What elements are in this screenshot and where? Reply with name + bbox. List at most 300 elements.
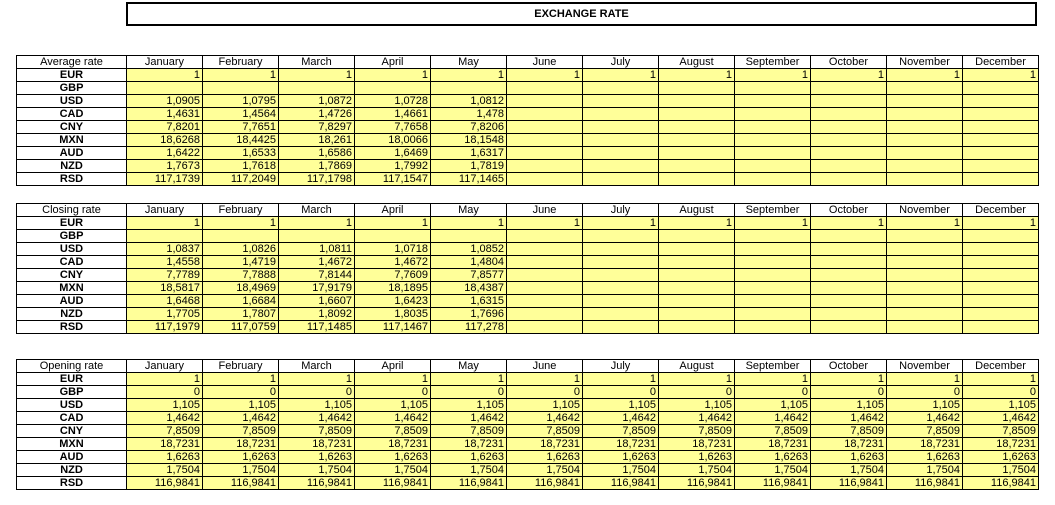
rate-cell[interactable]: 1,7504 [127,464,203,477]
rate-cell[interactable] [887,134,963,147]
rate-cell[interactable]: 1,6423 [355,295,431,308]
rate-cell[interactable]: 7,7888 [203,269,279,282]
rate-cell[interactable] [887,95,963,108]
rate-cell[interactable] [507,269,583,282]
rate-cell[interactable] [507,295,583,308]
rate-cell[interactable] [811,121,887,134]
rate-cell[interactable]: 1 [963,69,1039,82]
rate-cell[interactable]: 7,7658 [355,121,431,134]
rate-cell[interactable] [811,295,887,308]
rate-cell[interactable] [583,121,659,134]
rate-cell[interactable]: 18,4425 [203,134,279,147]
rate-cell[interactable]: 1,6607 [279,295,355,308]
rate-cell[interactable]: 1,105 [735,399,811,412]
rate-cell[interactable] [583,147,659,160]
rate-cell[interactable] [811,269,887,282]
rate-cell[interactable]: 7,8297 [279,121,355,134]
rate-cell[interactable] [583,95,659,108]
rate-cell[interactable]: 18,7231 [507,438,583,451]
rate-cell[interactable]: 18,7231 [735,438,811,451]
rate-cell[interactable]: 0 [963,386,1039,399]
rate-cell[interactable] [735,134,811,147]
rate-cell[interactable]: 1 [355,217,431,230]
rate-cell[interactable] [583,243,659,256]
rate-cell[interactable]: 18,6268 [127,134,203,147]
rate-cell[interactable]: 1,6469 [355,147,431,160]
rate-cell[interactable]: 1,7504 [963,464,1039,477]
rate-cell[interactable]: 7,8577 [431,269,507,282]
rate-cell[interactable]: 1 [279,373,355,386]
rate-cell[interactable]: 1 [811,217,887,230]
rate-cell[interactable]: 0 [507,386,583,399]
rate-cell[interactable]: 1,0811 [279,243,355,256]
rate-cell[interactable] [583,108,659,121]
rate-cell[interactable] [659,243,735,256]
rate-cell[interactable]: 7,8201 [127,121,203,134]
rate-cell[interactable]: 0 [355,386,431,399]
rate-cell[interactable]: 1,0728 [355,95,431,108]
rate-cell[interactable]: 1,105 [963,399,1039,412]
rate-cell[interactable]: 1 [203,217,279,230]
rate-cell[interactable]: 18,7231 [279,438,355,451]
rate-cell[interactable]: 7,8509 [203,425,279,438]
rate-cell[interactable] [659,269,735,282]
rate-cell[interactable]: 1,8035 [355,308,431,321]
rate-cell[interactable] [659,160,735,173]
rate-cell[interactable]: 1,6263 [507,451,583,464]
rate-cell[interactable]: 116,9841 [279,477,355,490]
rate-cell[interactable] [811,134,887,147]
rate-cell[interactable] [887,160,963,173]
rate-cell[interactable]: 1 [963,373,1039,386]
rate-cell[interactable]: 1,6468 [127,295,203,308]
rate-cell[interactable]: 1 [203,373,279,386]
rate-cell[interactable] [659,256,735,269]
rate-cell[interactable] [659,230,735,243]
rate-cell[interactable] [583,160,659,173]
rate-cell[interactable] [963,282,1039,295]
rate-cell[interactable] [127,230,203,243]
rate-cell[interactable] [963,256,1039,269]
rate-cell[interactable] [659,173,735,186]
rate-cell[interactable]: 1,7673 [127,160,203,173]
rate-cell[interactable]: 1,4642 [507,412,583,425]
rate-cell[interactable]: 1,0718 [355,243,431,256]
rate-cell[interactable]: 18,4387 [431,282,507,295]
rate-cell[interactable] [887,108,963,121]
rate-cell[interactable]: 1,105 [127,399,203,412]
rate-cell[interactable]: 1,105 [355,399,431,412]
rate-cell[interactable] [507,282,583,295]
rate-cell[interactable]: 1 [127,69,203,82]
rate-cell[interactable] [963,295,1039,308]
rate-cell[interactable] [963,230,1039,243]
rate-cell[interactable]: 117,1798 [279,173,355,186]
rate-cell[interactable] [355,82,431,95]
rate-cell[interactable]: 18,7231 [203,438,279,451]
rate-cell[interactable]: 1,6263 [887,451,963,464]
rate-cell[interactable]: 1,0826 [203,243,279,256]
rate-cell[interactable]: 117,1739 [127,173,203,186]
rate-cell[interactable]: 116,9841 [431,477,507,490]
rate-cell[interactable] [887,321,963,334]
rate-cell[interactable]: 1 [583,217,659,230]
rate-cell[interactable]: 18,1548 [431,134,507,147]
rate-cell[interactable]: 116,9841 [735,477,811,490]
rate-cell[interactable]: 1,6533 [203,147,279,160]
rate-cell[interactable]: 1,6263 [963,451,1039,464]
rate-cell[interactable]: 1,105 [203,399,279,412]
rate-cell[interactable] [507,121,583,134]
rate-cell[interactable] [735,282,811,295]
rate-cell[interactable] [887,82,963,95]
rate-cell[interactable]: 1,6315 [431,295,507,308]
rate-cell[interactable]: 1,4642 [963,412,1039,425]
rate-cell[interactable]: 1,6263 [811,451,887,464]
rate-cell[interactable] [735,295,811,308]
rate-cell[interactable] [507,108,583,121]
rate-cell[interactable]: 1 [659,373,735,386]
rate-cell[interactable]: 1 [279,217,355,230]
rate-cell[interactable]: 0 [279,386,355,399]
rate-cell[interactable] [963,243,1039,256]
rate-cell[interactable] [355,230,431,243]
rate-cell[interactable]: 1 [507,217,583,230]
rate-cell[interactable]: 1 [887,373,963,386]
rate-cell[interactable] [507,95,583,108]
rate-cell[interactable]: 1,4672 [355,256,431,269]
rate-cell[interactable]: 1,7504 [431,464,507,477]
rate-cell[interactable]: 1,6263 [279,451,355,464]
rate-cell[interactable] [431,230,507,243]
rate-cell[interactable] [507,82,583,95]
rate-cell[interactable] [963,308,1039,321]
rate-cell[interactable]: 1 [659,217,735,230]
rate-cell[interactable] [583,256,659,269]
rate-cell[interactable]: 1,6586 [279,147,355,160]
rate-cell[interactable]: 1 [963,217,1039,230]
rate-cell[interactable] [735,321,811,334]
rate-cell[interactable] [811,308,887,321]
rate-cell[interactable]: 1 [811,69,887,82]
rate-cell[interactable]: 0 [887,386,963,399]
rate-cell[interactable]: 1,4642 [887,412,963,425]
rate-cell[interactable]: 116,9841 [659,477,735,490]
rate-cell[interactable]: 116,9841 [887,477,963,490]
rate-cell[interactable]: 1 [431,373,507,386]
rate-cell[interactable]: 1,4804 [431,256,507,269]
rate-cell[interactable]: 1,6422 [127,147,203,160]
rate-cell[interactable]: 1 [735,69,811,82]
rate-cell[interactable]: 1 [507,373,583,386]
rate-cell[interactable]: 7,8509 [963,425,1039,438]
rate-cell[interactable]: 0 [203,386,279,399]
rate-cell[interactable]: 1,0812 [431,95,507,108]
rate-cell[interactable]: 1,4642 [127,412,203,425]
rate-cell[interactable]: 1,8092 [279,308,355,321]
rate-cell[interactable] [887,121,963,134]
rate-cell[interactable]: 117,278 [431,321,507,334]
rate-cell[interactable]: 1 [355,373,431,386]
rate-cell[interactable] [963,173,1039,186]
rate-cell[interactable] [811,82,887,95]
rate-cell[interactable]: 1,4642 [279,412,355,425]
rate-cell[interactable]: 1,0872 [279,95,355,108]
rate-cell[interactable] [887,243,963,256]
rate-cell[interactable] [659,282,735,295]
rate-cell[interactable]: 1 [583,69,659,82]
rate-cell[interactable] [127,82,203,95]
rate-cell[interactable] [583,321,659,334]
rate-cell[interactable]: 1,7504 [279,464,355,477]
rate-cell[interactable]: 1,105 [811,399,887,412]
rate-cell[interactable]: 1,0852 [431,243,507,256]
rate-cell[interactable]: 1,4719 [203,256,279,269]
rate-cell[interactable]: 18,7231 [811,438,887,451]
rate-cell[interactable]: 1,6263 [735,451,811,464]
rate-cell[interactable]: 1,105 [659,399,735,412]
rate-cell[interactable]: 1 [583,373,659,386]
rate-cell[interactable]: 7,7651 [203,121,279,134]
rate-cell[interactable]: 1 [887,217,963,230]
rate-cell[interactable]: 116,9841 [507,477,583,490]
rate-cell[interactable]: 18,7231 [431,438,507,451]
rate-cell[interactable]: 18,5817 [127,282,203,295]
rate-cell[interactable]: 1 [507,69,583,82]
rate-cell[interactable]: 7,8509 [127,425,203,438]
rate-cell[interactable] [735,308,811,321]
rate-cell[interactable] [583,282,659,295]
rate-cell[interactable]: 116,9841 [355,477,431,490]
rate-cell[interactable]: 117,1979 [127,321,203,334]
rate-cell[interactable]: 1,7807 [203,308,279,321]
rate-cell[interactable]: 7,8509 [279,425,355,438]
rate-cell[interactable]: 7,7609 [355,269,431,282]
rate-cell[interactable]: 0 [735,386,811,399]
rate-cell[interactable]: 117,1485 [279,321,355,334]
rate-cell[interactable] [659,108,735,121]
rate-cell[interactable]: 1,7504 [355,464,431,477]
rate-cell[interactable] [431,82,507,95]
rate-cell[interactable]: 117,2049 [203,173,279,186]
rate-cell[interactable] [811,321,887,334]
rate-cell[interactable]: 7,8206 [431,121,507,134]
rate-cell[interactable]: 1,478 [431,108,507,121]
rate-cell[interactable]: 1,0795 [203,95,279,108]
rate-cell[interactable]: 1,4642 [431,412,507,425]
rate-cell[interactable] [887,282,963,295]
rate-cell[interactable]: 1,6263 [127,451,203,464]
rate-cell[interactable] [279,82,355,95]
rate-cell[interactable] [963,321,1039,334]
rate-cell[interactable] [811,243,887,256]
rate-cell[interactable]: 1,7618 [203,160,279,173]
rate-cell[interactable]: 1,7992 [355,160,431,173]
rate-cell[interactable] [963,269,1039,282]
rate-cell[interactable] [963,121,1039,134]
rate-cell[interactable]: 117,1467 [355,321,431,334]
rate-cell[interactable] [735,230,811,243]
rate-cell[interactable]: 7,8509 [659,425,735,438]
rate-cell[interactable] [203,230,279,243]
rate-cell[interactable] [659,134,735,147]
rate-cell[interactable]: 117,1465 [431,173,507,186]
rate-cell[interactable] [887,147,963,160]
rate-cell[interactable]: 1,4642 [203,412,279,425]
rate-cell[interactable]: 116,9841 [963,477,1039,490]
rate-cell[interactable]: 18,7231 [127,438,203,451]
rate-cell[interactable]: 1,6263 [583,451,659,464]
rate-cell[interactable] [887,308,963,321]
rate-cell[interactable] [583,82,659,95]
rate-cell[interactable]: 1,7504 [203,464,279,477]
rate-cell[interactable]: 7,8509 [355,425,431,438]
rate-cell[interactable]: 1,4642 [811,412,887,425]
rate-cell[interactable]: 1 [659,69,735,82]
rate-cell[interactable] [811,160,887,173]
rate-cell[interactable]: 7,8509 [735,425,811,438]
rate-cell[interactable]: 1 [811,373,887,386]
rate-cell[interactable]: 1 [279,69,355,82]
rate-cell[interactable]: 1,4661 [355,108,431,121]
rate-cell[interactable]: 1,6684 [203,295,279,308]
rate-cell[interactable]: 7,8509 [583,425,659,438]
rate-cell[interactable] [507,134,583,147]
rate-cell[interactable]: 18,4969 [203,282,279,295]
rate-cell[interactable] [507,308,583,321]
rate-cell[interactable]: 7,8509 [887,425,963,438]
rate-cell[interactable]: 7,8144 [279,269,355,282]
rate-cell[interactable] [659,121,735,134]
rate-cell[interactable]: 1,6317 [431,147,507,160]
rate-cell[interactable] [963,147,1039,160]
rate-cell[interactable] [887,295,963,308]
rate-cell[interactable] [507,230,583,243]
rate-cell[interactable]: 7,7789 [127,269,203,282]
rate-cell[interactable] [811,95,887,108]
rate-cell[interactable]: 18,7231 [355,438,431,451]
rate-cell[interactable] [583,230,659,243]
rate-cell[interactable]: 1,105 [507,399,583,412]
rate-cell[interactable] [887,230,963,243]
rate-cell[interactable]: 1,7696 [431,308,507,321]
rate-cell[interactable]: 116,9841 [127,477,203,490]
rate-cell[interactable]: 1,6263 [203,451,279,464]
rate-cell[interactable] [811,256,887,269]
rate-cell[interactable]: 1,6263 [355,451,431,464]
rate-cell[interactable]: 1,105 [431,399,507,412]
rate-cell[interactable] [811,108,887,121]
rate-cell[interactable]: 1,0837 [127,243,203,256]
rate-cell[interactable]: 1,7504 [583,464,659,477]
rate-cell[interactable] [659,147,735,160]
rate-cell[interactable]: 116,9841 [811,477,887,490]
rate-cell[interactable]: 1 [735,217,811,230]
rate-cell[interactable] [887,269,963,282]
rate-cell[interactable] [735,147,811,160]
rate-cell[interactable] [887,256,963,269]
rate-cell[interactable]: 7,8509 [431,425,507,438]
rate-cell[interactable]: 1,4642 [659,412,735,425]
rate-cell[interactable] [811,173,887,186]
rate-cell[interactable] [735,160,811,173]
rate-cell[interactable]: 7,8509 [811,425,887,438]
rate-cell[interactable] [507,160,583,173]
rate-cell[interactable] [203,82,279,95]
rate-cell[interactable] [811,282,887,295]
rate-cell[interactable] [963,108,1039,121]
rate-cell[interactable]: 18,1895 [355,282,431,295]
rate-cell[interactable]: 18,7231 [659,438,735,451]
rate-cell[interactable] [507,321,583,334]
rate-cell[interactable]: 1,6263 [431,451,507,464]
rate-cell[interactable]: 18,7231 [887,438,963,451]
rate-cell[interactable]: 1 [431,69,507,82]
rate-cell[interactable] [583,295,659,308]
rate-cell[interactable]: 117,0759 [203,321,279,334]
rate-cell[interactable]: 0 [811,386,887,399]
rate-cell[interactable] [963,160,1039,173]
rate-cell[interactable] [963,82,1039,95]
rate-cell[interactable] [735,82,811,95]
rate-cell[interactable]: 1,4558 [127,256,203,269]
rate-cell[interactable]: 1,105 [887,399,963,412]
rate-cell[interactable] [735,243,811,256]
rate-cell[interactable]: 18,261 [279,134,355,147]
rate-cell[interactable]: 1,7869 [279,160,355,173]
rate-cell[interactable]: 116,9841 [203,477,279,490]
rate-cell[interactable] [507,147,583,160]
rate-cell[interactable]: 1,0905 [127,95,203,108]
rate-cell[interactable]: 1,7819 [431,160,507,173]
rate-cell[interactable] [279,230,355,243]
rate-cell[interactable]: 1 [431,217,507,230]
rate-cell[interactable]: 1 [127,373,203,386]
rate-cell[interactable]: 1 [735,373,811,386]
rate-cell[interactable]: 7,8509 [507,425,583,438]
rate-cell[interactable]: 1,7504 [507,464,583,477]
rate-cell[interactable]: 1,4631 [127,108,203,121]
rate-cell[interactable]: 1 [203,69,279,82]
rate-cell[interactable]: 17,9179 [279,282,355,295]
rate-cell[interactable]: 1,7504 [735,464,811,477]
rate-cell[interactable]: 1 [127,217,203,230]
rate-cell[interactable]: 1,7504 [811,464,887,477]
rate-cell[interactable] [583,134,659,147]
rate-cell[interactable]: 0 [127,386,203,399]
rate-cell[interactable] [507,173,583,186]
rate-cell[interactable]: 18,0066 [355,134,431,147]
rate-cell[interactable]: 1,4564 [203,108,279,121]
rate-cell[interactable] [735,121,811,134]
rate-cell[interactable] [963,95,1039,108]
rate-cell[interactable] [659,308,735,321]
rate-cell[interactable] [735,108,811,121]
rate-cell[interactable] [735,173,811,186]
rate-cell[interactable]: 1,6263 [659,451,735,464]
rate-cell[interactable]: 1,4672 [279,256,355,269]
rate-cell[interactable]: 1,105 [583,399,659,412]
rate-cell[interactable] [507,243,583,256]
rate-cell[interactable]: 0 [431,386,507,399]
rate-cell[interactable]: 1 [887,69,963,82]
rate-cell[interactable]: 1,105 [279,399,355,412]
rate-cell[interactable]: 1,7504 [659,464,735,477]
rate-cell[interactable] [887,173,963,186]
rate-cell[interactable] [735,95,811,108]
rate-cell[interactable] [963,134,1039,147]
rate-cell[interactable] [507,256,583,269]
